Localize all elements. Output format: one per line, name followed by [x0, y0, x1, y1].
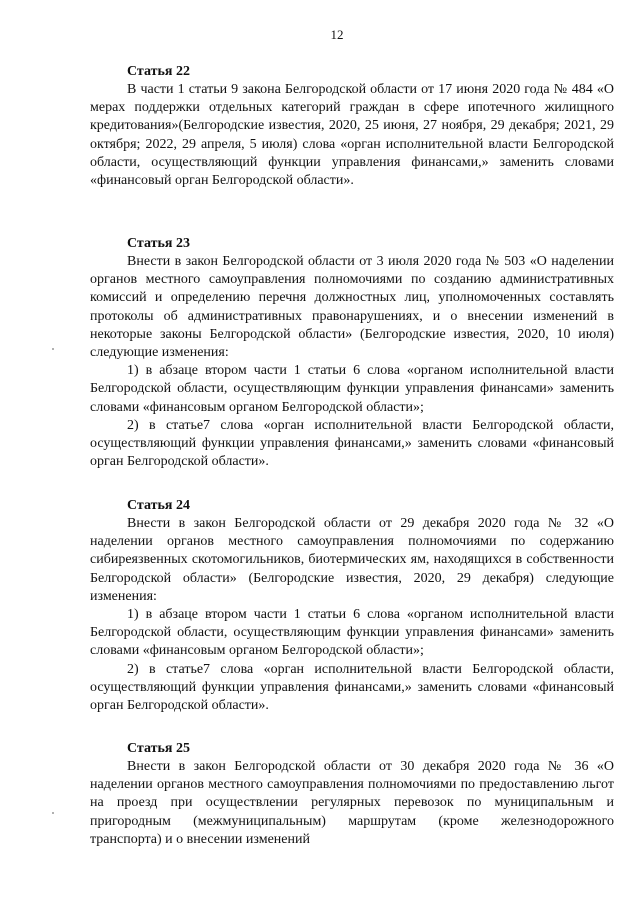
article-paragraph: 1) в абзаце втором части 1 статьи 6 слова «органом исполнительной власти Белгородской области, осуществляющим функции управления финансами» заменить словами «финансовым органом Белгородской области»; — [90, 607, 614, 659]
article-title: Статья 25 — [127, 741, 190, 756]
article-paragraph: 2) в статье7 слова «орган исполнительной власти Белгородской области, осуществляющий функции управления финансами,» заменить словами «финансовый орган Белгородской области». — [90, 417, 614, 470]
article-paragraph: Внести в закон Белгородской области от 3 июля 2020 года № 503 «О наделении органов местного самоуправления полномочиями по созданию административных комиссий и определению перечня должностных лиц, уполномоченных составлять протоколы об административных правонарушениях, и о внесении изменений в некоторые законы Белгородской области» (Белгородские известия, 2020, 10 июля) следующие изменения: — [90, 254, 614, 361]
article-paragraph: 1) в абзаце втором части 1 статьи 6 слова «органом исполнительной власти Белгородской области, осуществляющим функции управления финансами» заменить словами «финансовым органом Белгородской области»; — [90, 363, 614, 415]
article-22 — [90, 63, 614, 190]
article-paragraph: Внести в закон Белгородской области от 29 декабря 2020 года № 32 «О наделении органов местного самоуправления полномочиями по содержанию сибиреязвенных скотомогильников, биотермических ям, находящихся в собственности Белгородской области» (Белгородские известия, 2020, 29 декабря) следующие изменения: — [90, 516, 614, 604]
scan-speck — [52, 812, 54, 814]
article-25 — [90, 740, 614, 849]
article-23 — [90, 235, 614, 471]
article-paragraph: В части 1 статьи 9 закона Белгородской области от 17 июня 2020 года № 484 «О мерах поддержки отдельных категорий граждан в сфере ипотечного жилищного кредитования»(Белгородские известия, 2020, 25 июня, 27 ноября, 29 декабря; 2021, 29 октября; 2022, 29 апреля, 5 июля) слова «орган исполнительной власти Белгородской области, осуществляющий функции управления финансами,» заменить словами «финансовый орган Белгородской области». — [90, 82, 614, 189]
page-number: 12 — [330, 27, 344, 42]
article-paragraph: Внести в закон Белгородской области от 30 декабря 2020 года № 36 «О наделении органов местного самоуправления полномочиями по предоставлению льгот на проезд при осуществлении регулярных перевозок по муниципальным и пригородным (межмуниципальным) маршрутам (кроме железнодорожного транспорта) и о внесении изменений — [90, 759, 614, 847]
article-title: Статья 22 — [127, 64, 190, 79]
article-title: Статья 24 — [127, 498, 190, 513]
article-title: Статья 23 — [127, 236, 190, 251]
article-24 — [90, 497, 614, 715]
scan-speck — [52, 348, 54, 350]
article-paragraph: 2) в статье7 слова «орган исполнительной власти Белгородской области, осуществляющий функции управления финансами,» заменить словами «финансовый орган Белгородской области». — [90, 661, 614, 714]
